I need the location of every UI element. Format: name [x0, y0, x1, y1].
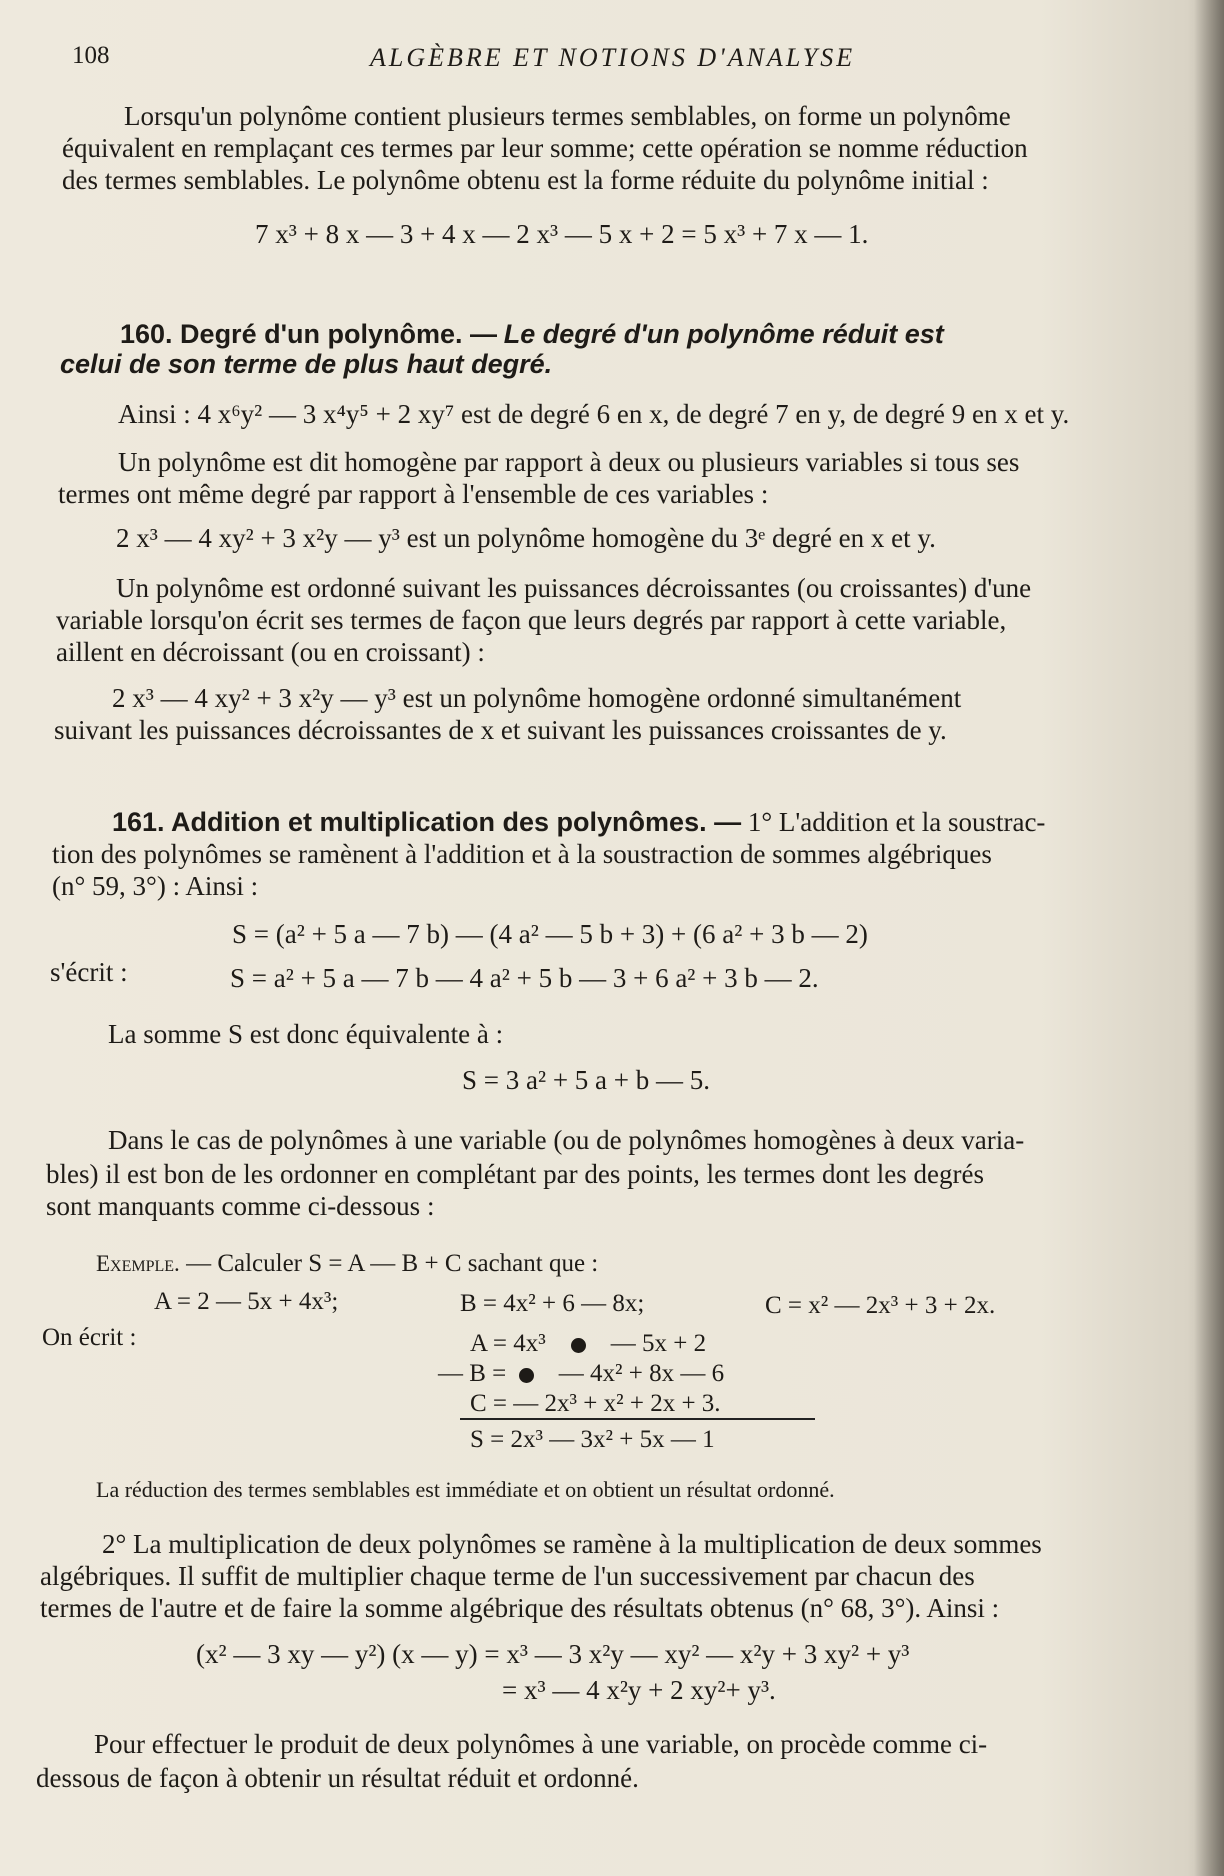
example-row-C: C = — 2x³ + x² + 2x + 3.: [470, 1390, 721, 1417]
mult-paragraph-2: dessous de façon à obtenir un résultat réduit et ordonné.: [36, 1763, 639, 1793]
section-161-dans-1: Dans le cas de polynômes à une variable (ou de polynômes homogènes à deux varia-: [108, 1125, 1025, 1155]
example-row-B-tail: — 4x² + 8x — 6: [558, 1360, 725, 1387]
placeholder-dot-icon: [519, 1368, 534, 1383]
example-task: — Calculer S = A — B + C sachant que :: [186, 1250, 599, 1277]
section-160-homog-equation: 2 x³ — 4 xy² + 3 x²y — y³ est un polynôme homogène du 3ᵉ degré en x et y.: [116, 523, 936, 553]
example-row-B-lead: — B =: [438, 1360, 507, 1387]
example-on-ecrit: On écrit :: [42, 1324, 137, 1351]
section-160-heading: 160. Degré d'un polynôme. —: [120, 319, 497, 349]
section-161-dans-2: bles) il est bon de les ordonner en complétant par des points, les termes dont les degrés: [46, 1159, 985, 1189]
page-gutter-shadow: [1194, 0, 1224, 1876]
section-160-heading-line: [120, 318, 944, 350]
section-160-rule-a: Le degré d'un polynôme réduit est: [503, 319, 944, 349]
section-160-ord-4: suivant les puissances décroissantes de x et suivant les puissances croissantes de y.: [54, 715, 947, 745]
section-161-equation-2: S = a² + 5 a — 7 b — 4 a² + 5 b — 3 + 6 a² + 3 b — 2.: [230, 963, 819, 993]
intro-line-2: équivalent en remplaçant ces termes par leur somme; cette opération se nomme réduction: [62, 133, 1028, 163]
section-161-equation-1: S = (a² + 5 a — 7 b) — (4 a² — 5 b + 3) + (6 a² + 3 b — 2): [232, 919, 868, 949]
example-C: C = x² — 2x³ + 3 + 2x.: [765, 1292, 996, 1319]
section-161-heading: 161. Addition et multiplication des polynômes. —: [112, 807, 742, 837]
section-160-homog-1: Un polynôme est dit homogène par rapport à deux ou plusieurs variables si tous ses: [118, 447, 1020, 477]
section-161-dans-3: sont manquants comme ci-dessous :: [46, 1191, 435, 1221]
section-160-ord-2: variable lorsqu'on écrit ses termes de façon que leurs degrés par rapport à cette variable,: [56, 605, 1007, 635]
section-161-equation-3: S = 3 a² + 5 a + b — 5.: [462, 1065, 711, 1095]
section-161-secrit: s'écrit :: [50, 957, 128, 987]
section-160-rule-b: celui de son terme de plus haut degré.: [60, 349, 553, 379]
intro-line-1: Lorsqu'un polynôme contient plusieurs termes semblables, on forme un polynôme: [124, 101, 1011, 131]
mult-line-2: algébriques. Il suffit de multiplier chaque terme de l'un successivement par chacun des: [40, 1561, 975, 1591]
example-row-A-lead: A = 4x³: [470, 1330, 546, 1357]
mult-equation-1: (x² — 3 xy — y²) (x — y) = x³ — 3 x²y — xy² — x²y + 3 xy² + y³: [196, 1639, 910, 1669]
section-160-ainsi: Ainsi : 4 x⁶y² — 3 x⁴y⁵ + 2 xy⁷ est de degré 6 en x, de degré 7 en y, de degré 9 en x et y.: [118, 399, 1070, 429]
example-row-A-tail: — 5x + 2: [610, 1330, 707, 1357]
intro-equation: 7 x³ + 8 x — 3 + 4 x — 2 x³ — 5 x + 2 = 5 x³ + 7 x — 1.: [255, 219, 869, 249]
intro-line-3: des termes semblables. Le polynôme obtenu est la forme réduite du polynôme initial :: [62, 165, 989, 195]
section-160-ord-3: aillent en décroissant (ou en croissant) :: [56, 637, 485, 667]
example-B: B = 4x² + 6 — 8x;: [460, 1290, 645, 1317]
sum-rule: [460, 1418, 815, 1420]
page-number: 108: [72, 42, 110, 69]
example-label: Exemple.: [96, 1251, 180, 1276]
mult-equation-2: = x³ — 4 x²y + 2 xy²+ y³.: [502, 1675, 776, 1705]
section-161-line-3: (n° 59, 3°) : Ainsi :: [52, 871, 259, 901]
section-161-somme: La somme S est donc équivalente à :: [108, 1019, 504, 1049]
example-line: [96, 1248, 598, 1280]
mult-paragraph-1: Pour effectuer le produit de deux polynômes à une variable, on procède comme ci-: [94, 1729, 988, 1759]
example-row-A: [470, 1328, 706, 1360]
example-row-S: S = 2x³ — 3x² + 5x — 1: [470, 1426, 715, 1453]
section-160-homog-2: termes ont même degré par rapport à l'ensemble de ces variables :: [58, 479, 769, 509]
running-title: ALGÈBRE ET NOTIONS D'ANALYSE: [370, 43, 856, 72]
section-160-ord-1: Un polynôme est ordonné suivant les puissances décroissantes (ou croissantes) d'une: [116, 573, 1032, 603]
section-161-heading-line: [112, 806, 1045, 838]
mult-line-1: 2° La multiplication de deux polynômes se ramène à la multiplication de deux sommes: [102, 1529, 1042, 1559]
placeholder-dot-icon: [571, 1338, 586, 1353]
section-161-line-1: 1° L'addition et la soustrac-: [747, 807, 1046, 837]
section-160-ord-equation: 2 x³ — 4 xy² + 3 x²y — y³ est un polynôme homogène ordonné simultanément: [112, 683, 962, 713]
section-161-line-2: tion des polynômes se ramènent à l'addition et à la soustraction de sommes algébriques: [52, 839, 992, 869]
example-A: A = 2 — 5x + 4x³;: [154, 1288, 339, 1315]
example-row-B: [438, 1358, 724, 1390]
example-reduction: La réduction des termes semblables est immédiate et on obtient un résultat ordonné.: [96, 1477, 835, 1502]
mult-line-3: termes de l'autre et de faire la somme algébrique des résultats obtenus (n° 68, 3°). Ainsi :: [40, 1593, 1000, 1623]
